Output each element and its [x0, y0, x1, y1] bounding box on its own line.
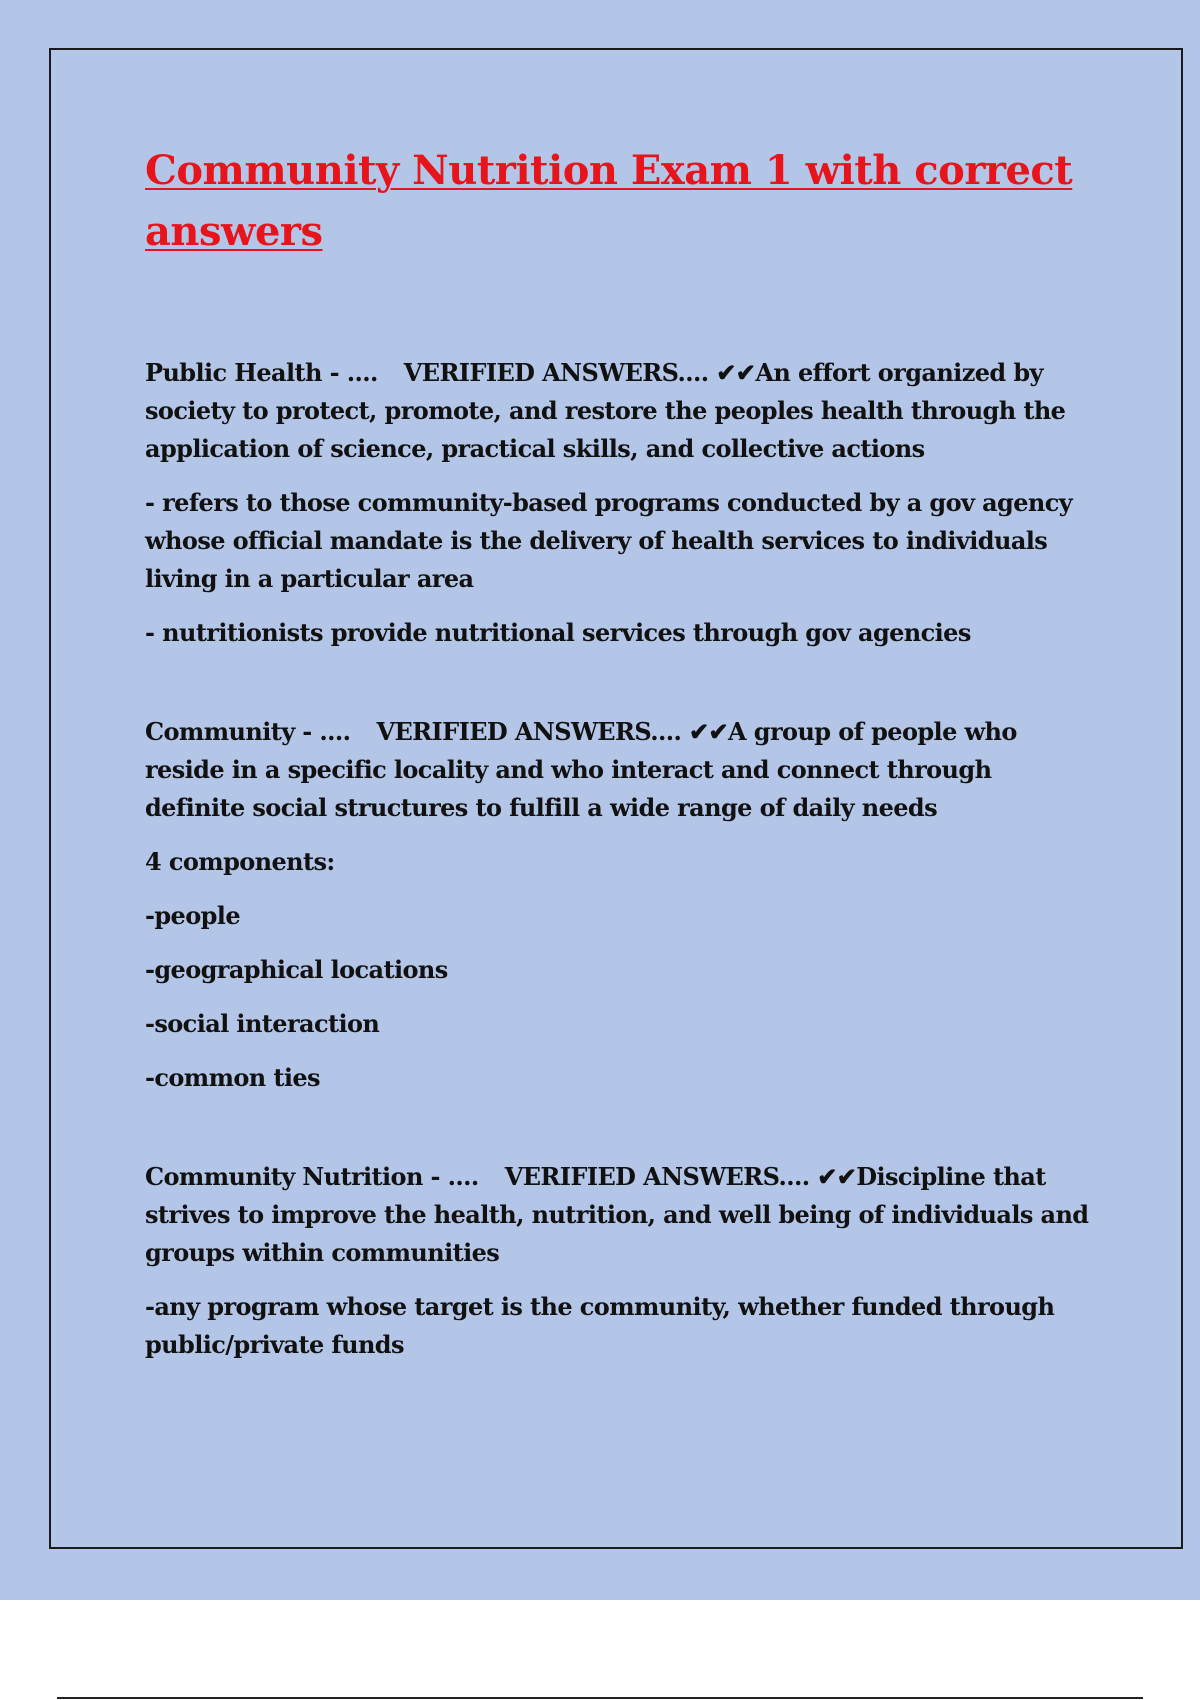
- verified-answers-label: VERIFIED ANSWERS.... ✔✔: [376, 717, 729, 746]
- entry-term: Public Health - ....: [145, 358, 378, 387]
- entry-definition: A group of people who reside in a specific locality and who interact and connect through definite social structures to fulfill a wide range of daily needs: [145, 717, 1017, 822]
- entry-note: - refers to those community-based programs conducted by a gov agency whose official mandate is the delivery of health services to individuals living in a particular area: [145, 488, 1073, 593]
- document-content: [145, 140, 1090, 1380]
- entry-note: -common ties: [145, 1063, 320, 1092]
- entry-note: 4 components:: [145, 847, 335, 876]
- footer-divider: [57, 1697, 1143, 1699]
- entry-community-nutrition: [145, 1158, 1090, 1364]
- document-title: Community Nutrition Exam 1 with correct answers: [145, 147, 1073, 255]
- entry-term: Community - ....: [145, 717, 351, 746]
- entry-definition: An effort organized by society to protect, promote, and restore the peoples health through the application of science, practical skills, and collective actions: [145, 358, 1066, 463]
- entry-community: [145, 713, 1090, 1097]
- verified-answers-label: VERIFIED ANSWERS.... ✔✔: [504, 1162, 857, 1191]
- entry-definition-paragraph: [145, 1158, 1090, 1272]
- entry-note: -geographical locations: [145, 955, 448, 984]
- entry-note: -social interaction: [145, 1009, 380, 1038]
- entry-term: Community Nutrition - ....: [145, 1162, 479, 1191]
- verified-answers-label: VERIFIED ANSWERS.... ✔✔: [403, 358, 756, 387]
- entry-public-health: [145, 354, 1090, 652]
- entry-definition-paragraph: [145, 713, 1090, 827]
- entry-definition: Discipline that strives to improve the health, nutrition, and well being of individuals and groups within communities: [145, 1162, 1089, 1267]
- entry-note: -people: [145, 901, 240, 930]
- entry-note: -any program whose target is the community, whether funded through public/private funds: [145, 1292, 1055, 1359]
- entry-note: - nutritionists provide nutritional services through gov agencies: [145, 618, 971, 647]
- entry-definition-paragraph: [145, 354, 1090, 468]
